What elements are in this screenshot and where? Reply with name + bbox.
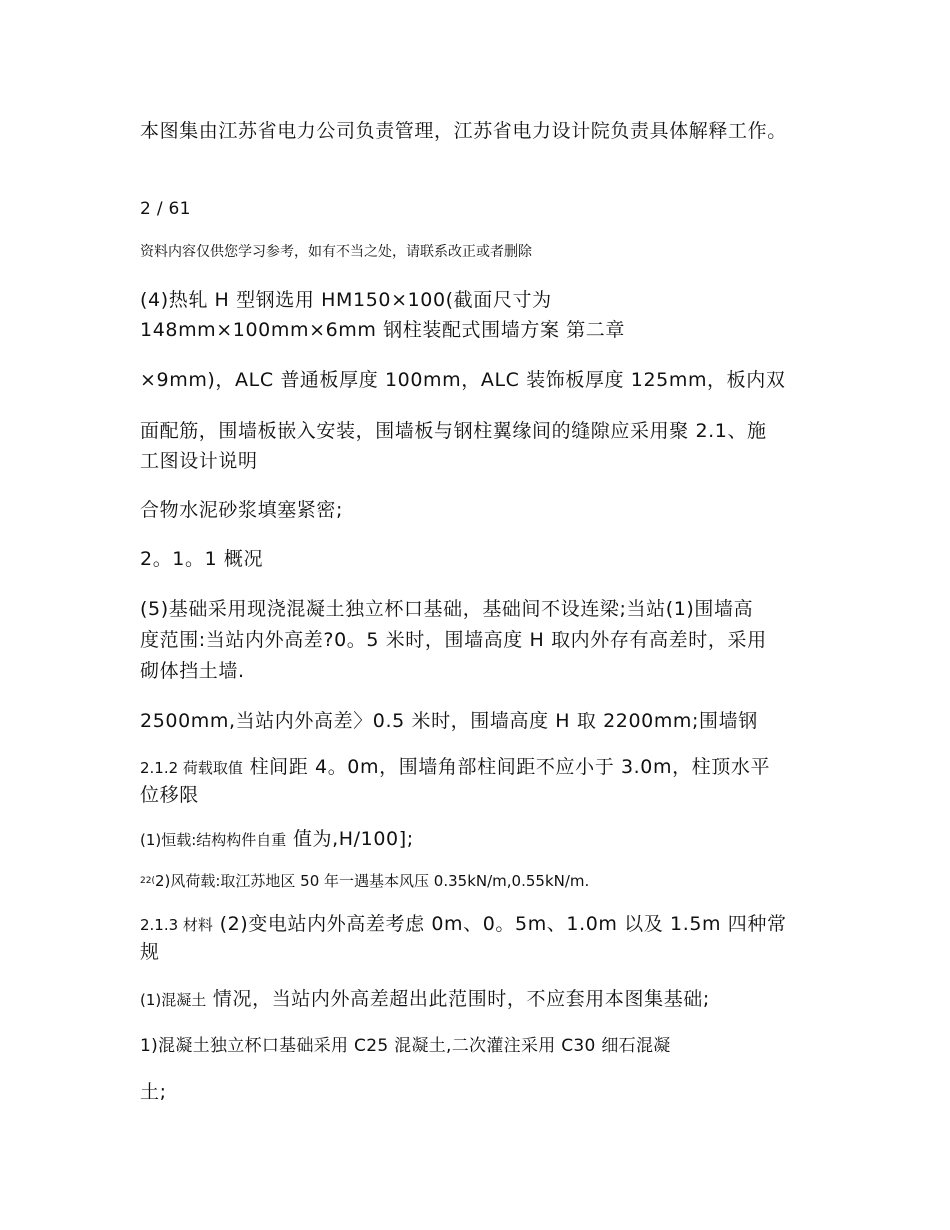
text-line: 1)混凝土独立杯口基础采用 C25 混凝土,二次灌注采用 C30 细石混凝 [140, 1036, 671, 1056]
text-line: (5)基础采用现浇混凝土独立杯口基础，基础间不设连梁;当站(1)围墙高 [140, 598, 754, 620]
page-number: 2 / 61 [140, 199, 191, 219]
text-line: 面配筋，围墙板嵌入安装，围墙板与钢柱翼缘间的缝隙应采用聚 2.1、施 [140, 420, 767, 442]
dead-load-line [140, 830, 414, 849]
text-line: (4)热轧 H 型钢选用 HM150×100(截面尺寸为 [140, 289, 552, 311]
text-span: (2)变电站内外高差考虑 0m、0。5m、1.0m 以及 1.5m 四种常 [212, 913, 787, 935]
concrete-line [140, 990, 710, 1009]
materials-line [140, 915, 787, 934]
load-heading: 2.1.2 荷载取值 [140, 759, 243, 777]
intro-text: 本图集由江苏省电力公司负责管理，江苏省电力设计院负责具体解释工作。 [140, 120, 787, 142]
wind-load-line [140, 873, 589, 889]
text-line: 合物水泥砂浆填塞紧密; [140, 499, 344, 521]
materials-heading: 2.1.3 材料 [140, 916, 213, 934]
text-line: 砌体挡土墙. [140, 660, 245, 682]
text-line: 土; [140, 1081, 167, 1103]
text-line: 工图设计说明 [140, 450, 258, 472]
text-line: 2500mm,当站内外高差〉0.5 米时，围墙高度 H 取 2200mm;围墙钢 [140, 710, 758, 732]
text-line: 位移限 [140, 784, 199, 806]
wind-load-text: 2)风荷载:取江苏地区 50 年一遇基本风压 0.35kN/m,0.55kN/m. [154, 872, 590, 890]
text-span: 值为,H/100]; [286, 828, 414, 850]
dead-load-label: (1)恒载:结构构件自重 [140, 831, 287, 849]
stray-mark: 22( [140, 876, 155, 886]
text-line: 规 [140, 941, 160, 963]
text-line: ×9mm)，ALC 普通板厚度 100mm，ALC 装饰板厚度 125mm，板内双 [140, 369, 786, 391]
load-values-line [140, 758, 770, 777]
concrete-label: (1)混凝土 [140, 991, 207, 1009]
section-heading: 2。1。1 概况 [140, 548, 264, 570]
disclaimer-text: 资料内容仅供您学习参考，如有不当之处，请联系改正或者删除 [140, 244, 532, 260]
text-span: 情况，当站内外高差超出此范围时，不应套用本图集基础; [206, 988, 710, 1010]
text-line: 度范围:当站内外高差?0。5 米时，围墙高度 H 取内外存有高差时，采用 [140, 629, 767, 651]
text-line: 148mm×100mm×6mm 钢柱装配式围墙方案 第二章 [140, 319, 625, 341]
text-span: 柱间距 4。0m，围墙角部柱间距不应小于 3.0m，柱顶水平 [242, 756, 771, 778]
